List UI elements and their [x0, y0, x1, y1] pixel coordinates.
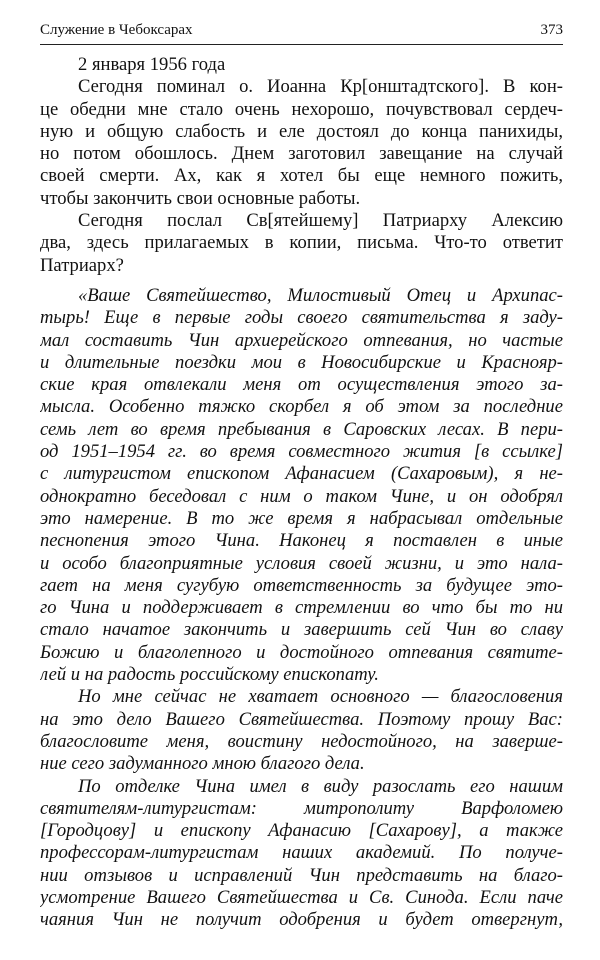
text-line: благословите меня, воистину недостойного, на заверше- [40, 730, 563, 752]
diary-paragraph [40, 210, 563, 277]
text-line: нии отзывов и исправлений Чин представить на благо- [40, 864, 563, 886]
text-line: своей смерти. Ах, как я хотел бы еще немного пожить, [40, 165, 563, 187]
text-line: два, здесь прилагаемых в копии, письма. Что-то ответит [40, 232, 563, 254]
text-line: песнопения этого Чина. Наконец я поставлен в иные [40, 530, 563, 552]
text-line: «Ваше Святейшество, Милостивый Отец и Архипас- [78, 284, 563, 306]
text-line: на это дело Вашего Святейшества. Поэтому прошу Вас: [40, 708, 563, 730]
text-line: Но мне сейчас не хватает основного — благословения [78, 686, 563, 708]
running-header [40, 20, 563, 44]
text-line: Патриарх? [40, 254, 124, 276]
text-line: усмотрение Вашего Святейшества и Св. Синода. Если паче [40, 886, 563, 908]
text-line: чаяния Чин не получит одобрения и будет отвергнут, [40, 909, 563, 931]
text-line: мысла. Особенно тяжко скорбел я об этом за последние [40, 396, 563, 418]
text-line: однократно беседовал с ним о таком Чине, и он одобрял [40, 485, 563, 507]
text-line: од 1951–1954 гг. во время совместного жития [в ссылке] [40, 441, 563, 463]
letter-paragraph [40, 686, 563, 775]
text-line: профессорам-литургистам наших академий. По получе- [40, 842, 563, 864]
letter-paragraph [40, 776, 563, 932]
header-rule [40, 44, 563, 45]
page-body [40, 54, 563, 932]
text-line: семь лет во время пребывания в Саровских лесах. В пери- [40, 418, 563, 440]
text-line: Сегодня поминал о. Иоанна Кр[онштадтского]. В кон- [78, 76, 563, 98]
text-line: это намерение. В то же время я набрасывал отдельные [40, 507, 563, 529]
text-line: це обедни мне стало очень нехорошо, почувствовал сердеч- [40, 98, 563, 120]
text-line: ские края отвлекали меня от осуществления этого за- [40, 374, 563, 396]
text-line: лей и на радость российскому епископату. [40, 664, 379, 686]
entry-date: 2 января 1956 года [78, 54, 226, 75]
paragraph-gap [40, 277, 563, 285]
text-line: стало начатое закончить и завершить сей Чин во славу [40, 619, 563, 641]
text-line: и особо благоприятные условия своей жизни, и это нала- [40, 552, 563, 574]
text-line: тырь! Еще в первые годы своего святительства я заду- [40, 307, 563, 329]
page-number: 373 [540, 22, 563, 38]
letter-paragraph [40, 285, 563, 686]
text-line: мал составить Чин архиерейского отпевания, но частые [40, 329, 563, 351]
text-line: го Чина и поддерживает в стремлении во что бы то ни [40, 597, 563, 619]
text-line: чтобы закончить свои основные работы. [40, 187, 361, 209]
text-line: [Городцову] и епископу Афанасию [Сахарову], а также [40, 820, 563, 842]
text-line: с литургистом епископом Афанасием (Сахаровым), я не- [40, 463, 563, 485]
running-header-title: Служение в Чебоксарах [40, 22, 193, 38]
text-line: По отделке Чина имел в виду разослать его нашим [78, 775, 563, 797]
text-line: ную и общую слабость и еле достоял до конца панихиды, [40, 120, 563, 142]
text-line: но потом обошлось. Днем заготовил завещание на случай [40, 143, 563, 165]
text-line: Божию и благолепного и достойного отпевания святите- [40, 641, 563, 663]
diary-paragraph [40, 76, 563, 210]
text-line: и длительные поездки мои в Новосибирские и Краснояр- [40, 351, 563, 373]
text-line: гает на меня сугубую ответственность за будущее это- [40, 574, 563, 596]
text-line: Сегодня послал Св[ятейшему] Патриарху Алексию [78, 210, 563, 232]
text-line: святителям-литургистам: митрополиту Варфоломею [40, 797, 563, 819]
text-line: ние сего задуманного мною благого дела. [40, 753, 365, 775]
